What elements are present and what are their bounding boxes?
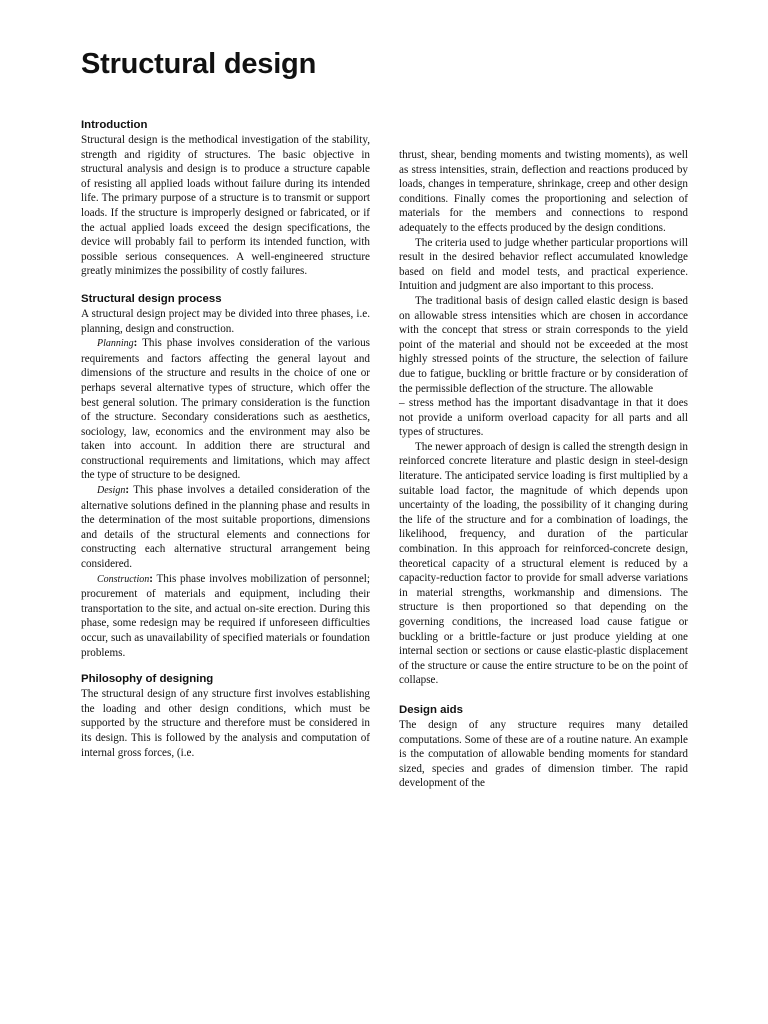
design-process-intro: A structural design project may be divided into three phases, i.e. planning, design and construction. — [81, 307, 370, 335]
design-aids-heading: Design aids — [399, 703, 463, 716]
philosophy-paragraph: The structural design of any structure first involves establishing the loading and other design conditions, which must be supported by the structure and therefore must be considered in its design. This is followed by the analysis and computation of internal gross forces, (i.e. — [81, 688, 370, 759]
construction-term: Construction — [97, 573, 150, 585]
left-column — [81, 118, 370, 760]
design-aids-paragraph: The design of any structure requires many detailed computations. Some of these are of a routine nature. An example is the computation of allowable bending moments for standard sized, species and grades of dimension timber. The rapid development of the — [399, 718, 688, 790]
philosophy-heading: Philosophy of designing — [81, 673, 214, 686]
criteria-paragraph: The criteria used to judge whether particular proportions will result in the desired behavior reflect accumulated knowledge based on field and model tests, and practical experience. Intuition and judgment are also important to this process. — [399, 236, 688, 293]
elastic-design-paragraph: The traditional basis of design called elastic design is based on allowable stress intensities which are chosen in accordance with the concept that stress or strain corresponds to the yield point of the material and should not be exceeded at the most highly stressed points of the structure, the selection of failure due to fatigue, buckling or brittle fracture or by consideration of the permissible deflection of the structure. The allowable — [399, 294, 688, 395]
design-process-heading: Structural design process — [81, 292, 222, 305]
construction-paragraph: Construction: This phase involves mobilization of personnel; procurement of materials and equipment, including their transportation to the site, and actual on-site erection. During this phase, some redesign may be required if unforeseen difficulties occur, such as unavailability of specified materials or foundation problems. — [81, 572, 370, 659]
introduction-paragraph: Structural design is the methodical investigation of the stability, strength and rigidity of structures. The basic objective in structural analysis and design is to produce a structure capable of resisting all applied loads without failure during its intended life. The primary purpose of a structure is to transmit or support loads. If the structure is improperly designed or fabricated, or if the actual applied loads exceed the design specifications, the device will probably fail to perform its intended function, with possible serious consequences. A well-engineered structure greatly minimizes the possibility of costly failures. — [81, 134, 370, 278]
design-paragraph: Design: This phase involves a detailed consideration of the alternative solutions defined in the planning phase and results in the determination of the most suitable proportions, dimensions and details of the structural elements and connections for constructing each alternative structural arrangement being considered. — [81, 484, 370, 571]
construction-text: This phase involves mobilization of personnel; procurement of materials and equipment, including their transportation to the site, and actual on-site erection. During this phase, some redesign may be required if unforeseen difficulties occur, such as unavailability of specified materials or foundation problems. — [81, 572, 370, 659]
forces-paragraph: thrust, shear, bending moments and twisting moments), as well as stress intensities, strain, deflection and reactions produced by loads, changes in temperature, shrinkage, creep and other design conditions. Finally comes the proportioning and selection of materials for the members and connections to respond adequately to the effects produced by the design conditions. — [399, 149, 688, 234]
page-title: Structural design — [81, 48, 317, 80]
strength-design-paragraph: The newer approach of design is called the strength design in reinforced concrete literature and plastic design in steel-design literature. The anticipated service loading is first multiplied by a suitable load factor, the magnitude of which depends upon uncertainty of the loading, the possibility of it changing during the life of the structure and for a combination of loadings, the likelihood, frequency, and duration of the particular combination. In this approach for reinforced-concrete design, theoretical capacity of a structural element is reduced by a capacity-reduction factor to provide for small adverse variations in material strengths, workmanship and dimensions. The structure is then proportioned so that depending on the governing conditions, the increased load cause fatigue or buckling or a brittle-facture or just produce yielding at one internal section or sections or cause elastic-plastic displacement of the structure or cause the entire structure to be on the point of collapse. — [399, 440, 688, 687]
planning-paragraph: Planning: This phase involves consideration of the various requirements and factors affecting the general layout and dimensions of the structure and results in the choice of one or perhaps several alternative types of structure, which offer the best general solution. The primary consideration is the function of the structure. Secondary considerations such as aesthetics, sociology, law, economics and the environment may also be taken into account. In addition there are structural and constructional requirements and limitations, which may affect the type of structure to be designed. — [81, 337, 370, 482]
introduction-heading: Introduction — [81, 119, 148, 131]
planning-term: Planning — [97, 338, 134, 350]
allowable-stress-paragraph: – stress method has the important disadvantage in that it does not provide a uniform overload capacity for all parts and all types of structures. — [399, 397, 688, 439]
right-column — [399, 148, 688, 791]
planning-text: This phase involves consideration of the various requirements and factors affecting the general layout and dimensions of the structure and results in the choice of one or perhaps several alternative types of structure, which offer the best general solution. The primary consideration is the function of the structure. Secondary considerations such as aesthetics, sociology, law, economics and the environment may also be taken into account. In addition there are structural and constructional requirements and limitations, which may affect the type of structure to be designed. — [81, 337, 370, 482]
design-term: Design — [97, 485, 126, 497]
design-text: This phase involves a detailed consideration of the alternative solutions defined in the planning phase and results in the determination of the most suitable proportions, dimensions and details of the structural elements and connections for constructing each alternative structural arrangement being considered. — [81, 484, 370, 571]
